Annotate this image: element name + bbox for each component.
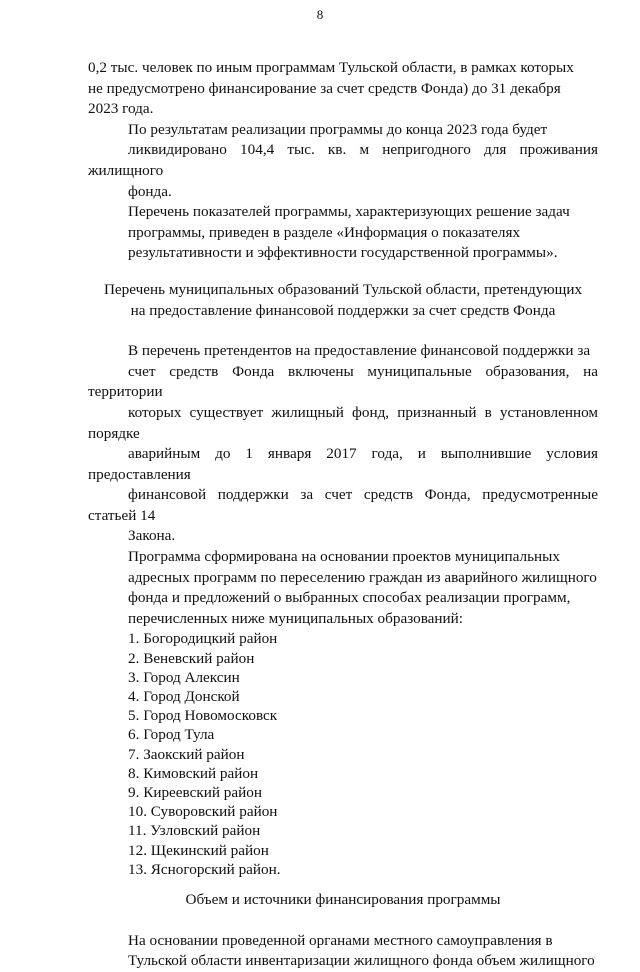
municipality-item: 2. Веневский район <box>128 649 255 667</box>
municipality-item: 11. Узловский район <box>128 822 261 840</box>
heading-line: Перечень муниципальных образований Тульской области, претендующих <box>103 280 583 298</box>
section-heading-municipalities <box>88 280 598 321</box>
paragraph-line: программы, приведен в разделе «Информация о показателях <box>128 223 521 241</box>
page-body <box>88 58 598 972</box>
heading-line: на предоставление финансовой поддержки за счет средств Фонда <box>130 301 556 319</box>
paragraph-line: Тульской области инвентаризации жилищного фонда объем жилищного <box>128 952 595 970</box>
paragraph-line: перечисленных ниже муниципальных образований: <box>128 609 464 627</box>
section-heading-financing: Объем и источники финансирования программы <box>185 891 501 909</box>
paragraph-line: 0,2 тыс. человек по иным программам Тульской области, в рамках которых <box>88 59 574 76</box>
paragraph-line: Программа сформирована на основании проектов муниципальных <box>128 548 560 566</box>
municipality-item: 10. Суворовский район <box>128 803 278 821</box>
paragraph-line: не предусмотрено финансирование за счет средств Фонда) до 31 декабря <box>88 79 561 97</box>
paragraph-line: результативности и эффективности государственной программы». <box>128 244 558 262</box>
municipality-item: 8. Кимовский район <box>128 764 259 782</box>
paragraph-line: которых существует жилищный фонд, признанный в установленном порядке <box>88 403 598 442</box>
paragraph-line: аварийным до 1 января 2017 года, и выполнившие условия предоставления <box>88 445 598 483</box>
municipality-list <box>88 629 598 879</box>
paragraph-line: Закона. <box>128 527 176 545</box>
paragraph-line: фонда и предложений о выбранных способах реализации программ, <box>128 589 571 607</box>
municipality-item: 12. Щекинский район <box>128 841 269 859</box>
paragraph-results <box>88 120 598 202</box>
municipality-item: 1. Богородицкий район <box>128 630 278 648</box>
municipality-item: 7. Заокский район <box>128 745 245 763</box>
paragraph-line: 2023 года. <box>88 100 154 118</box>
paragraph-line: Перечень показателей программы, характеризующих решение задач <box>128 203 570 221</box>
paragraph-line: ликвидировано 104,4 тыс. кв. м непригодного для проживания жилищного <box>88 141 598 179</box>
municipality-item: 13. Ясногорский район. <box>128 860 281 878</box>
paragraph-program-basis <box>88 547 598 629</box>
paragraph-line: По результатам реализации программы до конца 2023 года будет <box>128 120 548 138</box>
paragraph-line: адресных программ по переселению граждан из аварийного жилищного <box>128 568 597 586</box>
paragraph-line: счет средств Фонда включены муниципальные образования, на территории <box>88 362 598 401</box>
municipality-item: 3. Город Алексин <box>128 668 240 686</box>
paragraph-indicators <box>88 202 598 264</box>
municipality-item: 9. Киреевский район <box>128 784 262 802</box>
municipality-item: 6. Город Тула <box>128 726 215 744</box>
paragraph-continued <box>88 58 598 120</box>
paragraph-line: В перечень претендентов на предоставление финансовой поддержки за <box>128 342 591 360</box>
municipality-item: 4. Город Донской <box>128 688 240 706</box>
paragraph-applicants <box>88 341 598 547</box>
page-number: 8 <box>316 7 324 22</box>
paragraph-line: финансовой поддержки за счет средств Фонда, предусмотренные статьей 14 <box>88 486 598 524</box>
paragraph-line: фонда. <box>128 182 172 200</box>
municipality-item: 5. Город Новомосковск <box>128 707 278 725</box>
paragraph-line: На основании проведенной органами местного самоуправления в <box>128 931 553 949</box>
paragraph-financing <box>88 931 598 972</box>
